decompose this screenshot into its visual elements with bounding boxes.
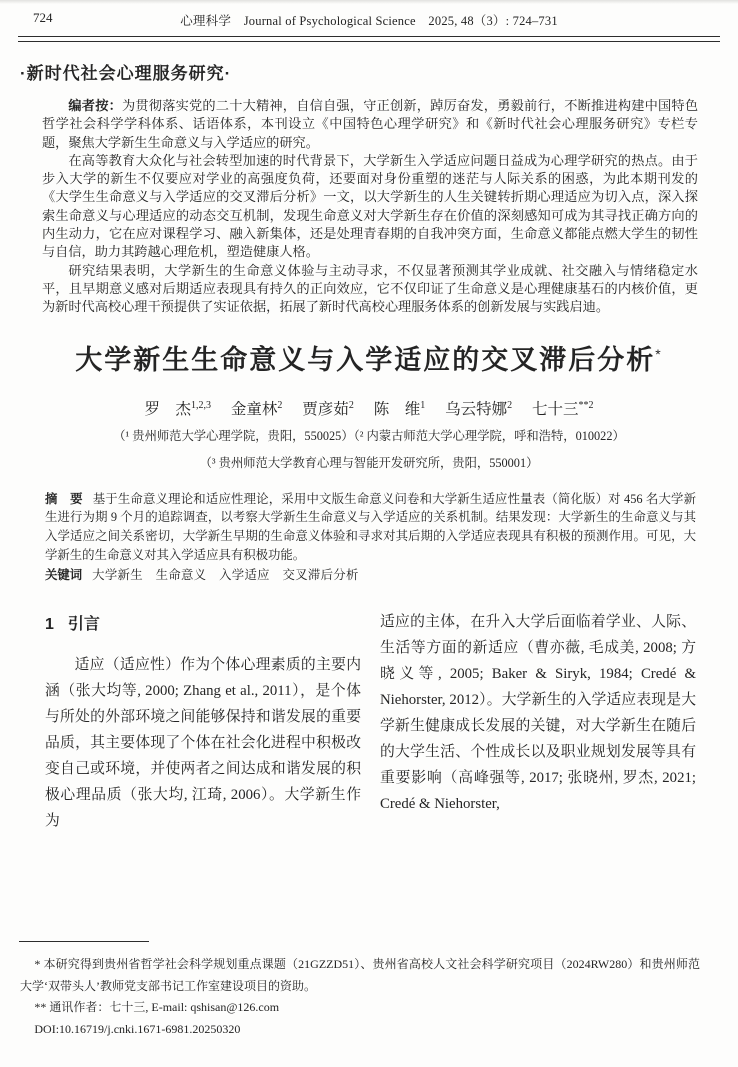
abstract-label: 摘 要 xyxy=(45,491,83,506)
two-column-body xyxy=(45,609,696,834)
author-line xyxy=(0,397,738,419)
editor-note-paragraph-2: 在高等教育大众化与社会转型加速的时代背景下，大学新生入学适应问题日益成为心理学研究的热点。由于步入大学的新生不仅要应对学业的高强度负荷，还要面对身份重塑的迷茫与人际关系的困惑，为此本期刊发的《大学生生命意义与入学适应的交叉滞后分析》一文，以大学新生的人生关键转折期心理适应为切入点，深入探索生命意义与心理适应的动态交互机制，发现生命意义对大学新生存在价值的深刻感知可成为其寻找正确方向的内生动力，它在应对课程学习、融入新集体，还是处理青春期的自我冲突方面，生命意义都能点燃大学生的韧性与自信，助力其跨越心理危机，塑造健康人格。 xyxy=(42,152,698,260)
author-affil-mark: 1,2,3 xyxy=(191,399,212,411)
running-header xyxy=(0,0,738,29)
title-footnote-mark: * xyxy=(655,345,663,362)
author-affil-mark: 1 xyxy=(420,399,426,411)
author xyxy=(231,401,283,418)
author-name: 罗 杰 xyxy=(144,400,192,418)
special-column-label: ·新时代社会心理服务研究· xyxy=(20,64,232,83)
page-number: 724 xyxy=(33,10,53,25)
editor-note-label: 编者按： xyxy=(68,98,122,113)
article-title xyxy=(30,338,708,377)
author-affil-mark: **2 xyxy=(578,399,594,411)
keywords-label: 关键词 xyxy=(45,568,83,583)
abstract-text: 基于生命意义理论和适应性理论，采用中文版生命意义问卷和大学新生适应性量表（简化版）对 456 名大学新生进行为期 9 个月的追踪调查，以考察大学新生生命意义与入学适应的关系机制。结果发现：大学新生的生命意义与其入学适应之间关系密切，大学新生早期的生命意义体验和寻求对其后期的入学适应表现具有积极的预测作用。可见，大学新生的生命意义对其入学适应具有积极功能。 xyxy=(45,491,697,563)
journal-citation-line: 心理科学 Journal of Psychological Science 2025, 48（3）: 724–731 xyxy=(180,14,558,28)
author-affil-mark: 2 xyxy=(348,399,354,411)
editor-note-text-1: 为贯彻落实党的二十大精神，自信自强，守正创新，踔厉奋发，勇毅前行，不断推进构建中国特色哲学社会科学学科体系、话语体系，本刊设立《中国特色心理学研究》和《新时代社会心理服务研究》专栏专题，聚焦大学新生生命意义与入学适应的研究。 xyxy=(42,98,699,150)
corresponding-author-footnote: ** 通讯作者：七十三, E-mail: qshisan@126.com xyxy=(34,1000,280,1014)
section-title: 引言 xyxy=(67,616,100,634)
left-column xyxy=(45,609,361,834)
footnote-area xyxy=(0,941,738,1040)
intro-paragraph-right: 适应的主体，在升入大学后面临着学业、人际、生活等方面的新适应（曹亦薇, 毛成美, 2008; 方晓义等, 2005; Baker & Siryk, 1984; Credé & Niehorster, 2012）。大学新生的入学适应表现是大学新生健康成长发展的关键，对大学新生在随后的大学生活、个性成长以及职业规划发展等具有重要影响（高峰强等, 2017; 张晓州, 罗杰, 2021; Credé & Niehorster, xyxy=(380,614,696,813)
article-title-text: 大学新生生命意义与入学适应的交叉滞后分析 xyxy=(75,344,656,375)
author-name: 贾彦茹 xyxy=(302,400,349,418)
keywords-line xyxy=(45,566,696,585)
author xyxy=(374,401,426,418)
author-name: 金童林 xyxy=(230,400,278,418)
author-name: 七十三 xyxy=(531,400,579,418)
author xyxy=(445,401,512,418)
right-column xyxy=(380,609,696,834)
header-double-rule xyxy=(18,36,720,42)
keywords-text: 大学新生 生命意义 入学适应 交叉滞后分析 xyxy=(92,568,359,583)
author-name: 乌云特娜 xyxy=(445,400,508,418)
section-heading-introduction xyxy=(45,612,361,638)
author xyxy=(302,401,354,418)
funding-footnote: * 本研究得到贵州省哲学社会科学规划重点课题（21GZZD51）、贵州省高校人文社会科学研究项目（2024RW280）和贵州师范大学‘双带头人’教师党支部书记工作室建设项目的资助。 xyxy=(20,957,700,993)
author-affil-mark: 2 xyxy=(507,399,513,411)
intro-paragraph-left: 适应（适应性）作为个体心理素质的主要内涵（张大均等, 2000; Zhang et al., 2011），是个体与所处的外部环境之间能够保持和谐发展的重要品质，其主要体现了个体在社会化进程中积极改变自己或环境，并使两者之间达成和谐发展的积极心理品质（张大均, 江琦, 2006）。大学新生作为 xyxy=(45,657,361,830)
author-name: 陈 维 xyxy=(373,400,421,418)
author xyxy=(145,401,212,418)
editor-note xyxy=(42,97,698,317)
editor-note-paragraph-3: 研究结果表明，大学新生的生命意义体验与主动寻求，不仅显著预测其学业成就、社交融入与情绪稳定水平，且早期意义感对后期适应表现具有持久的正向效应，它不仅印证了生命意义是心理健康基石的内核价值，更为新时代高校心理干预提供了实证依据，拓展了新时代高校心理服务体系的创新发展与实践启迪。 xyxy=(42,262,698,315)
section-number: 1 xyxy=(45,616,54,634)
author xyxy=(532,401,594,418)
affiliation-line-1: （¹ 贵州师范大学心理学院，贵阳，550025）（² 内蒙古师范大学心理学院，呼和浩特，010022） xyxy=(113,428,625,443)
editor-note-paragraph-1 xyxy=(42,97,698,152)
author-affil-mark: 2 xyxy=(277,399,283,411)
footnote-separator-rule xyxy=(19,941,149,942)
footnotes xyxy=(20,954,700,1040)
doi-line: DOI:10.16719/j.cnki.1671-6981.20250320 xyxy=(34,1021,241,1036)
abstract-block xyxy=(45,490,696,586)
affiliation-line-2: （³ 贵州师范大学教育心理与智能开发研究所，贵阳，550001） xyxy=(199,455,539,470)
abstract-paragraph xyxy=(45,490,696,566)
